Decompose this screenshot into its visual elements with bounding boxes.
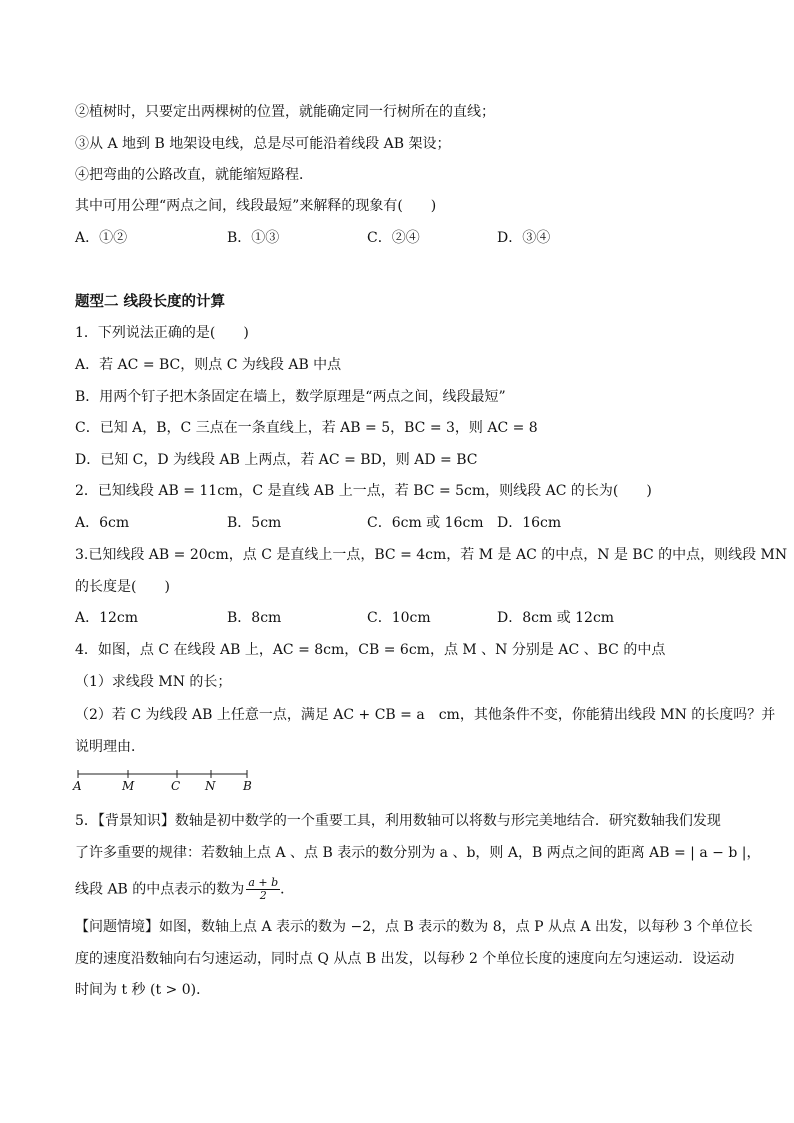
q2-options bbox=[75, 513, 715, 533]
q1-option-b: B．用两个钉子把木条固定在墙上，数学原理是“两点之间，线段最短” bbox=[75, 389, 506, 405]
answer-options bbox=[75, 228, 715, 248]
label-b: B bbox=[243, 779, 252, 793]
q3-stem-line1: 3.已知线段 AB = 20cm，点 C 是直线上一点，BC = 4cm，若 M 是 AC 的中点，N 是 BC 的中点，则线段 MN bbox=[75, 547, 788, 563]
q3-options bbox=[75, 608, 715, 628]
label-a: A bbox=[73, 779, 82, 793]
q5-line3-suffix: ． bbox=[280, 881, 295, 898]
question-stem: 其中可用公理“两点之间，线段最短”来解释的现象有( ) bbox=[75, 198, 437, 214]
q2-option-a: A．6cm bbox=[75, 515, 130, 531]
q2-option-b: B．5cm bbox=[227, 515, 282, 531]
q2-option-d: D．16cm bbox=[497, 515, 562, 531]
q4-part2-line2: 说明理由． bbox=[75, 739, 145, 755]
q3-option-d: D．8cm 或 12cm bbox=[497, 610, 615, 626]
midpoint-fraction bbox=[246, 877, 280, 902]
label-m: M bbox=[122, 779, 135, 793]
option-b: B．①③ bbox=[227, 230, 280, 246]
label-c: C bbox=[171, 779, 181, 793]
q2-option-c: C．6cm 或 16cm bbox=[367, 515, 484, 531]
q5-problem-line3: 时间为 t 秒 (t > 0)． bbox=[75, 982, 211, 998]
q3-option-a: A．12cm bbox=[75, 610, 139, 626]
q5-problem-line1: 【问题情境】如图，数轴上点 A 表示的数为 −2，点 B 表示的数为 8，点 P 从点 A 出发，以每秒 3 个单位长 bbox=[75, 919, 753, 935]
q5-line3-prefix: 线段 AB 的中点表示的数为 bbox=[75, 881, 245, 898]
statement-2: ②植树时，只要定出两棵树的位置，就能确定同一行树所在的直线； bbox=[75, 104, 495, 120]
q2-stem: 2．已知线段 AB = 11cm，C 是直线 AB 上一点，若 BC = 5cm，则线段 AC 的长为( ) bbox=[75, 483, 652, 499]
q4-part2-line1: （2）若 C 为线段 AB 上任意一点，满足 AC + CB = a cm，其他条件不变，你能猜出线段 MN 的长度吗？并 bbox=[75, 707, 776, 723]
option-d: D．③④ bbox=[497, 230, 551, 246]
option-c: C．②④ bbox=[367, 230, 420, 246]
q5-line1: 5．【背景知识】数轴是初中数学的一个重要工具，利用数轴可以将数与形完美地结合．研究数轴我们发现 bbox=[75, 813, 721, 829]
q3-option-b: B．8cm bbox=[227, 610, 282, 626]
q3-option-c: C．10cm bbox=[367, 610, 431, 626]
fraction-denominator: 2 bbox=[259, 889, 267, 902]
section-title: 题型二 线段长度的计算 bbox=[75, 294, 226, 310]
q1-option-a: A．若 AC = BC，则点 C 为线段 AB 中点 bbox=[75, 357, 342, 373]
q5-problem-line2: 度的速度沿数轴向右匀速运动，同时点 Q 从点 B 出发，以每秒 2 个单位长度的速度向左匀速运动．设运动 bbox=[75, 951, 735, 967]
q1-option-c: C．已知 A，B，C 三点在一条直线上，若 AB = 5，BC = 3，则 AC = 8 bbox=[75, 420, 538, 436]
q5-line2: 了许多重要的规律：若数轴上点 A 、点 B 表示的数分别为 a 、b，则 A，B 两点之间的距离 AB = | a − b |， bbox=[75, 845, 761, 861]
segment-figure bbox=[72, 768, 272, 794]
option-a: A．①② bbox=[75, 230, 128, 246]
statement-3: ③从 A 地到 B 地架设电线，总是尽可能沿着线段 AB 架设； bbox=[75, 136, 451, 152]
q1-stem: 1．下列说法正确的是( ) bbox=[75, 325, 249, 341]
statement-4: ④把弯曲的公路改直，就能缩短路程． bbox=[75, 167, 313, 183]
q4-part1: （1）求线段 MN 的长； bbox=[75, 674, 232, 690]
label-n: N bbox=[205, 779, 216, 793]
q1-option-d: D．已知 C，D 为线段 AB 上两点，若 AC = BD，则 AD = BC bbox=[75, 452, 478, 468]
q4-stem: 4．如图，点 C 在线段 AB 上，AC = 8cm，CB = 6cm，点 M 、N 分别是 AC 、BC 的中点 bbox=[75, 642, 666, 658]
q5-line3 bbox=[75, 877, 294, 902]
q3-stem-line2: 的长度是( ) bbox=[75, 579, 170, 595]
fraction-numerator: a + b bbox=[248, 876, 279, 889]
